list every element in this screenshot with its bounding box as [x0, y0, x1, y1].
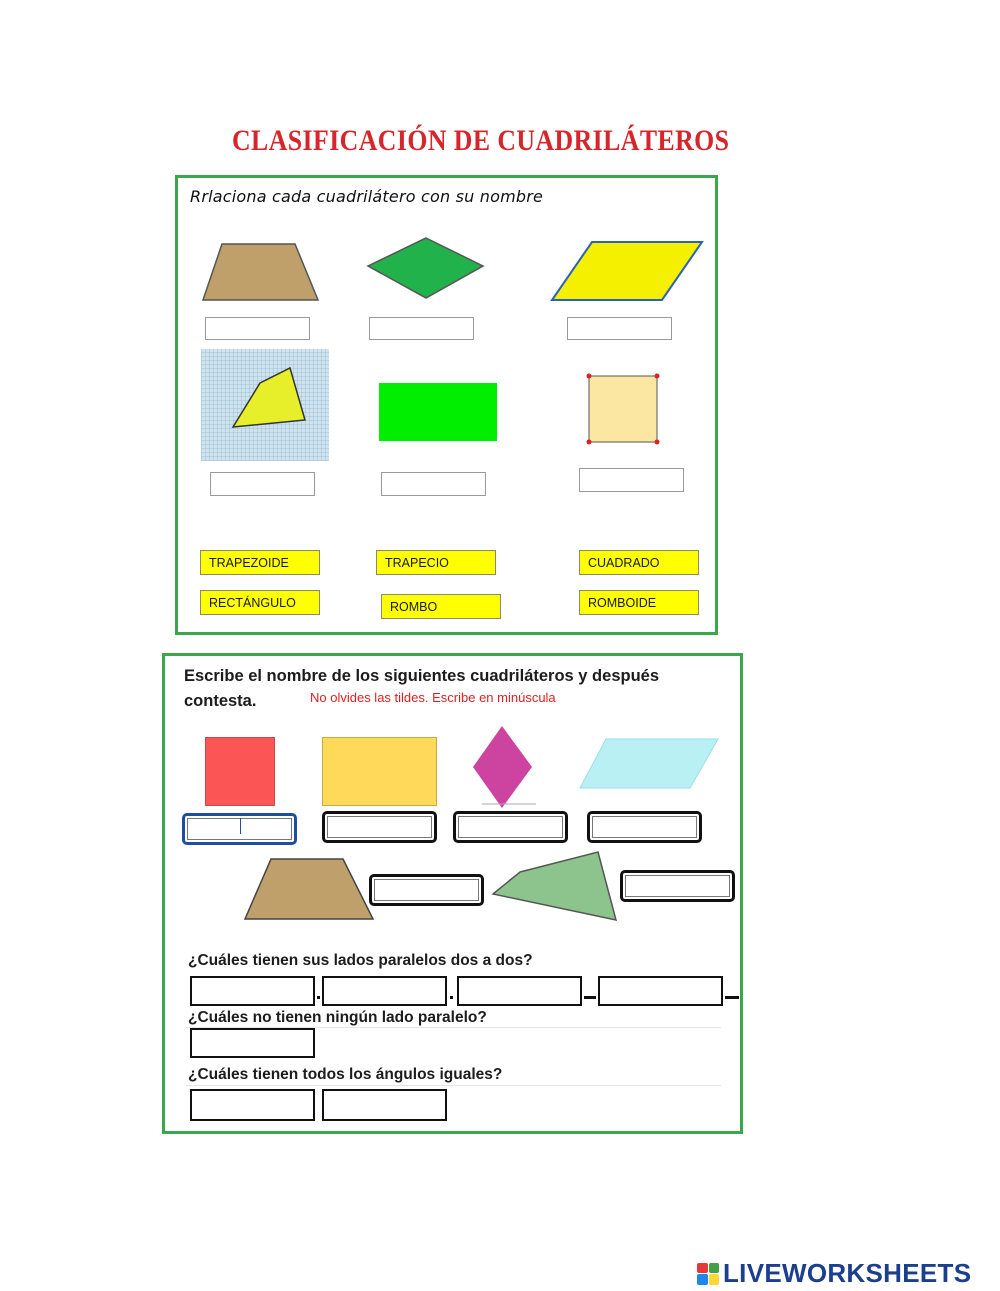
name-input-6[interactable]	[620, 870, 735, 902]
label-cuadrado[interactable]: CUADRADO	[579, 550, 699, 575]
label-trapezoide[interactable]: TRAPEZOIDE	[200, 550, 320, 575]
separator-dash	[584, 996, 596, 999]
worksheet-title: CLASIFICACIÓN DE CUADRILÁTEROS	[232, 124, 730, 157]
trapezoid-shape	[200, 242, 320, 304]
name-input-3[interactable]	[453, 811, 568, 843]
answer-box-3[interactable]	[567, 317, 672, 340]
label-romboide[interactable]: ROMBOIDE	[579, 590, 699, 615]
naming-instruction: Escribe el nombre de los siguientes cuadriláteros y después contesta.	[184, 667, 660, 710]
divider	[186, 1085, 721, 1086]
q3-answer-1[interactable]	[190, 1089, 315, 1121]
magenta-rhombus-shape	[470, 724, 540, 814]
rhombus-shape	[366, 236, 486, 302]
q1-answer-3[interactable]	[457, 976, 582, 1006]
brown-trapezoid-shape	[243, 856, 375, 922]
separator-dot	[450, 996, 453, 999]
label-rombo[interactable]: ROMBO	[381, 594, 501, 619]
yellow-rectangle-shape	[322, 737, 437, 806]
green-trapezoid-shape	[490, 850, 620, 922]
rectangle-shape	[379, 383, 497, 441]
q2-answer-1[interactable]	[190, 1028, 315, 1058]
question-3: ¿Cuáles tienen todos los ángulos iguales?	[188, 1066, 503, 1083]
separator-dash	[725, 996, 739, 999]
q1-answer-4[interactable]	[598, 976, 723, 1006]
square-shape	[586, 373, 660, 445]
naming-note: No olvides las tildes. Escribe en minúscula	[310, 690, 556, 705]
q3-answer-2[interactable]	[322, 1089, 447, 1121]
irregular-quadrilateral-shape	[225, 365, 310, 435]
name-input-4[interactable]	[587, 811, 702, 843]
matching-instruction: Rrlaciona cada cuadrilátero con su nombre	[190, 187, 544, 206]
name-input-2[interactable]	[322, 811, 437, 843]
answer-box-5[interactable]	[381, 472, 486, 496]
question-2: ¿Cuáles no tienen ningún lado paralelo?	[188, 1009, 487, 1026]
q1-answer-1[interactable]	[190, 976, 315, 1006]
logo-icon	[697, 1263, 719, 1285]
text-cursor	[240, 818, 241, 834]
liveworksheets-logo	[697, 1258, 971, 1289]
cyan-rhomboid-shape	[578, 737, 720, 791]
separator-dot	[317, 996, 320, 999]
answer-box-2[interactable]	[369, 317, 474, 340]
label-rectangulo[interactable]: RECTÁNGULO	[200, 590, 320, 615]
answer-box-6[interactable]	[579, 468, 684, 492]
answer-box-4[interactable]	[210, 472, 315, 496]
q1-answer-2[interactable]	[322, 976, 447, 1006]
question-1: ¿Cuáles tienen sus lados paralelos dos a dos?	[188, 952, 533, 969]
logo-text: LIVEWORKSHEETS	[723, 1258, 972, 1288]
red-square-shape	[205, 737, 275, 806]
answer-box-1[interactable]	[205, 317, 310, 340]
name-input-5[interactable]	[369, 874, 484, 906]
rhomboid-shape	[550, 240, 705, 304]
label-trapecio[interactable]: TRAPECIO	[376, 550, 496, 575]
